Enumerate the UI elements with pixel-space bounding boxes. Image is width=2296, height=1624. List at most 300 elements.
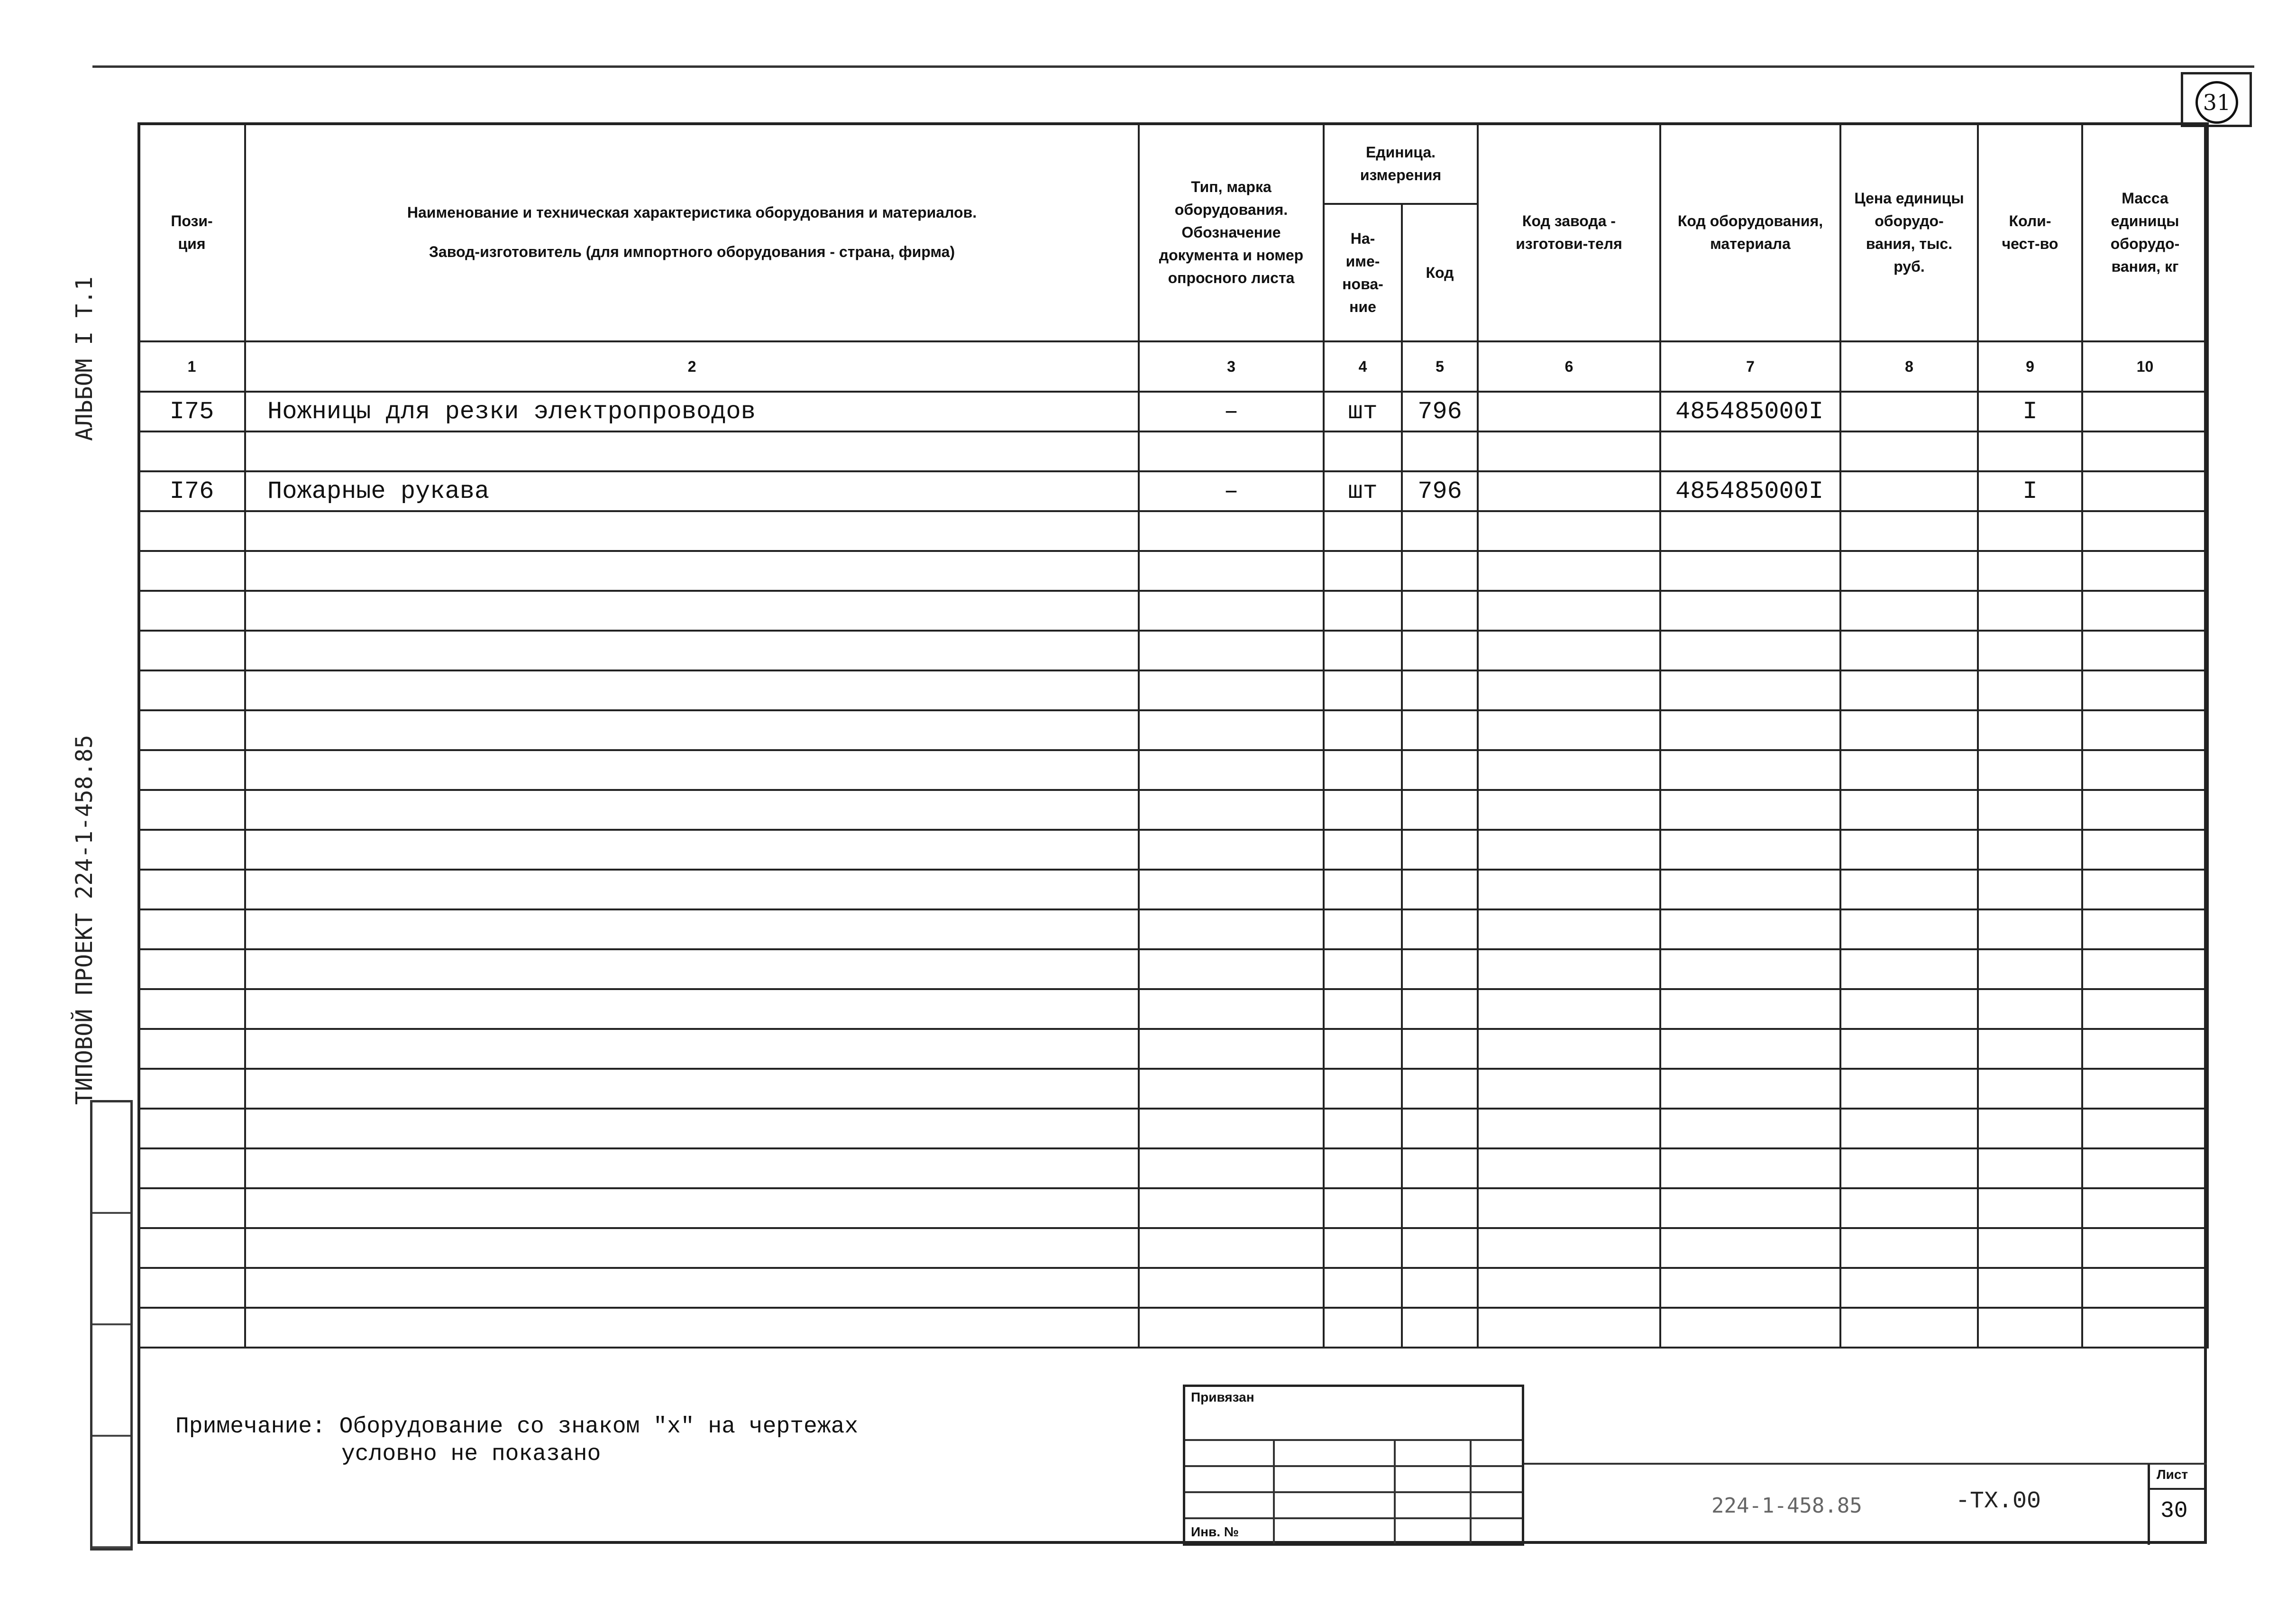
cell-unit [1324, 1109, 1402, 1148]
cell-qty [1978, 790, 2082, 830]
cell-name [245, 1188, 1139, 1228]
top-rule [92, 65, 2254, 68]
cell-price [1840, 551, 1978, 591]
cell-name [245, 1268, 1139, 1308]
cell-code: 796 [1402, 471, 1478, 511]
cell-type [1139, 551, 1324, 591]
cell-plant [1478, 870, 1660, 909]
column-number: 2 [245, 341, 1139, 392]
cell-plant [1478, 909, 1660, 949]
column-number: 3 [1139, 341, 1324, 392]
cell-plant [1478, 1308, 1660, 1348]
cell-mass [2082, 1188, 2208, 1228]
cell-name [245, 551, 1139, 591]
cell-type [1139, 1188, 1324, 1228]
cell-equip [1660, 989, 1840, 1029]
cell-unit [1324, 670, 1402, 710]
cell-equip: 485485000I [1660, 471, 1840, 511]
cell-mass [2082, 1228, 2208, 1268]
stamp-inventory-label: Инв. № [1191, 1524, 1239, 1539]
column-number: 6 [1478, 341, 1660, 392]
cell-unit [1324, 551, 1402, 591]
cell-plant [1478, 670, 1660, 710]
cell-code [1402, 1308, 1478, 1348]
cell-code [1402, 750, 1478, 790]
cell-name [245, 1109, 1139, 1148]
cell-mass [2082, 710, 2208, 750]
cell-equip [1660, 511, 1840, 551]
table-row [138, 591, 2208, 631]
header-quantity: Коли-чест-во [1978, 123, 2082, 341]
cell-mass [2082, 830, 2208, 870]
cell-mass [2082, 591, 2208, 631]
cell-type [1139, 670, 1324, 710]
cell-plant [1478, 1268, 1660, 1308]
cell-type [1139, 591, 1324, 631]
cell-name [245, 631, 1139, 670]
cell-code [1402, 909, 1478, 949]
cell-equip [1660, 631, 1840, 670]
sheet-label: Лист [2157, 1467, 2188, 1482]
cell-mass [2082, 750, 2208, 790]
table-row [138, 1308, 2208, 1348]
cell-equip [1660, 431, 1840, 471]
header-equipment-code: Код оборудования, материала [1660, 123, 1840, 341]
header-price: Цена единицы оборудо-вания, тыс. руб. [1840, 123, 1978, 341]
side-stamp-column [90, 1100, 133, 1551]
cell-mass [2082, 989, 2208, 1029]
cell-pos: I76 [138, 471, 245, 511]
cell-qty [1978, 909, 2082, 949]
cell-unit [1324, 1188, 1402, 1228]
cell-equip [1660, 1069, 1840, 1109]
header-position: Пози- ция [138, 123, 245, 341]
cell-code [1402, 1029, 1478, 1069]
cell-name [245, 1029, 1139, 1069]
cell-equip [1660, 670, 1840, 710]
cell-code [1402, 1109, 1478, 1148]
table-row [138, 949, 2208, 989]
cell-price [1840, 710, 1978, 750]
cell-type [1139, 631, 1324, 670]
header-type: Тип, марка оборудования. Обозначение документа и номер опросного листа [1139, 123, 1324, 341]
cell-name [245, 870, 1139, 909]
cell-name [245, 670, 1139, 710]
cell-pos [138, 1268, 245, 1308]
cell-type [1139, 909, 1324, 949]
cell-price [1840, 909, 1978, 949]
cell-plant [1478, 710, 1660, 750]
cell-type [1139, 1228, 1324, 1268]
table-row [138, 551, 2208, 591]
cell-pos [138, 431, 245, 471]
sheet-circle-number: 31 [2195, 81, 2238, 124]
cell-equip [1660, 830, 1840, 870]
cell-unit: шт [1324, 471, 1402, 511]
cell-plant [1478, 1029, 1660, 1069]
cell-name [245, 431, 1139, 471]
cell-price [1840, 1228, 1978, 1268]
table-row [138, 471, 2208, 511]
cell-equip [1660, 710, 1840, 750]
cell-unit [1324, 511, 1402, 551]
cell-mass [2082, 631, 2208, 670]
cell-mass [2082, 471, 2208, 511]
cell-pos [138, 1109, 245, 1148]
cell-qty [1978, 1069, 2082, 1109]
table-row [138, 989, 2208, 1029]
cell-code [1402, 710, 1478, 750]
cell-pos [138, 989, 245, 1029]
cell-unit [1324, 710, 1402, 750]
cell-name [245, 1069, 1139, 1109]
cell-mass [2082, 1308, 2208, 1348]
cell-type [1139, 1308, 1324, 1348]
document-code: -ТХ.00 [1956, 1488, 2041, 1515]
cell-mass [2082, 1029, 2208, 1069]
cell-plant [1478, 1188, 1660, 1228]
cell-code [1402, 1069, 1478, 1109]
stamp-divider [1273, 1439, 1275, 1543]
cell-price [1840, 392, 1978, 431]
cell-pos [138, 1308, 245, 1348]
title-block-rule [1524, 1463, 2207, 1465]
cell-name: Ножницы для резки электропроводов [245, 392, 1139, 431]
cell-pos [138, 1188, 245, 1228]
cell-plant [1478, 830, 1660, 870]
cell-name [245, 1228, 1139, 1268]
cell-price [1840, 1308, 1978, 1348]
cell-qty [1978, 989, 2082, 1029]
cell-unit [1324, 1268, 1402, 1308]
header-name: Наименование и техническая характеристика оборудования и материалов. Завод-изготовитель (для импортного оборудования - страна, фирма) [245, 123, 1139, 341]
cell-plant [1478, 949, 1660, 989]
cell-mass [2082, 790, 2208, 830]
column-numbers-row [138, 341, 2208, 392]
cell-equip [1660, 551, 1840, 591]
cell-qty: I [1978, 471, 2082, 511]
cell-price [1840, 511, 1978, 551]
stamp-cell [92, 1214, 130, 1325]
cell-price [1840, 1029, 1978, 1069]
cell-qty [1978, 1109, 2082, 1148]
cell-type [1139, 710, 1324, 750]
cell-equip [1660, 750, 1840, 790]
header-unit: Единица. измерения [1324, 123, 1478, 204]
cell-price [1840, 989, 1978, 1029]
note [175, 1413, 858, 1468]
cell-qty [1978, 1188, 2082, 1228]
cell-type [1139, 949, 1324, 989]
cell-mass [2082, 1069, 2208, 1109]
cell-pos [138, 830, 245, 870]
document-number: 224-1-458.85 [1711, 1494, 1862, 1518]
cell-unit [1324, 790, 1402, 830]
cell-plant [1478, 392, 1660, 431]
note-line-1: Примечание: Оборудование со знаком "х" на чертежах [175, 1414, 859, 1440]
cell-pos [138, 750, 245, 790]
cell-qty [1978, 750, 2082, 790]
cell-price [1840, 949, 1978, 989]
column-number: 9 [1978, 341, 2082, 392]
cell-unit [1324, 1029, 1402, 1069]
cell-name [245, 710, 1139, 750]
table-row [138, 870, 2208, 909]
cell-mass [2082, 551, 2208, 591]
table-row [138, 710, 2208, 750]
cell-plant [1478, 790, 1660, 830]
cell-unit [1324, 870, 1402, 909]
cell-qty [1978, 1148, 2082, 1188]
cell-price [1840, 471, 1978, 511]
cell-unit [1324, 1069, 1402, 1109]
column-number: 7 [1660, 341, 1840, 392]
cell-pos [138, 710, 245, 750]
header-unit-code: Код [1402, 204, 1478, 341]
cell-plant [1478, 989, 1660, 1029]
table-row [138, 1268, 2208, 1308]
stamp-bound-label: Привязан [1191, 1390, 1254, 1404]
cell-name [245, 989, 1139, 1029]
cell-pos [138, 909, 245, 949]
cell-name [245, 1148, 1139, 1188]
table-row [138, 1228, 2208, 1268]
table-row [138, 1109, 2208, 1148]
cell-equip [1660, 1148, 1840, 1188]
cell-equip [1660, 1308, 1840, 1348]
cell-code [1402, 551, 1478, 591]
cell-equip [1660, 870, 1840, 909]
cell-unit [1324, 1308, 1402, 1348]
cell-price [1840, 1268, 1978, 1308]
cell-price [1840, 750, 1978, 790]
cell-name [245, 511, 1139, 551]
cell-equip [1660, 949, 1840, 989]
stamp-cell [92, 1325, 130, 1437]
cell-price [1840, 591, 1978, 631]
cell-unit [1324, 1148, 1402, 1188]
table-row [138, 1029, 2208, 1069]
cell-qty [1978, 670, 2082, 710]
cell-type [1139, 431, 1324, 471]
cell-plant [1478, 631, 1660, 670]
table-row [138, 392, 2208, 431]
sheet-box-rule [2150, 1488, 2207, 1490]
cell-price [1840, 1109, 1978, 1148]
cell-equip [1660, 591, 1840, 631]
cell-plant [1478, 551, 1660, 591]
cell-unit [1324, 431, 1402, 471]
cell-type: – [1139, 392, 1324, 431]
cell-qty [1978, 710, 2082, 750]
table-row [138, 1148, 2208, 1188]
cell-equip [1660, 1109, 1840, 1148]
table-row [138, 431, 2208, 471]
cell-unit [1324, 949, 1402, 989]
stamp-divider [1394, 1439, 1396, 1543]
cell-name [245, 949, 1139, 989]
cell-price [1840, 870, 1978, 909]
cell-qty [1978, 591, 2082, 631]
cell-type [1139, 1029, 1324, 1069]
table-row [138, 1069, 2208, 1109]
cell-pos [138, 1148, 245, 1188]
note-line-2: условно не показано [341, 1441, 601, 1467]
cell-unit [1324, 591, 1402, 631]
cell-qty [1978, 830, 2082, 870]
cell-code [1402, 790, 1478, 830]
cell-code [1402, 511, 1478, 551]
table-row [138, 750, 2208, 790]
cell-type [1139, 1268, 1324, 1308]
cell-mass [2082, 670, 2208, 710]
cell-type: – [1139, 471, 1324, 511]
cell-mass [2082, 1148, 2208, 1188]
cell-code [1402, 989, 1478, 1029]
cell-price [1840, 670, 1978, 710]
column-number: 1 [138, 341, 245, 392]
cell-plant [1478, 750, 1660, 790]
cell-code [1402, 830, 1478, 870]
cell-code [1402, 631, 1478, 670]
cell-equip [1660, 1029, 1840, 1069]
cell-plant [1478, 431, 1660, 471]
cell-price [1840, 1148, 1978, 1188]
cell-unit [1324, 1228, 1402, 1268]
cell-type [1139, 511, 1324, 551]
cell-unit [1324, 750, 1402, 790]
cell-pos [138, 1228, 245, 1268]
cell-pos [138, 1029, 245, 1069]
table-row [138, 670, 2208, 710]
cell-pos [138, 870, 245, 909]
cell-pos [138, 670, 245, 710]
header-unit-name: На-име-нова-ние [1324, 204, 1402, 341]
cell-type [1139, 870, 1324, 909]
cell-mass [2082, 1268, 2208, 1308]
cell-qty [1978, 949, 2082, 989]
cell-name: Пожарные рукава [245, 471, 1139, 511]
cell-pos: I75 [138, 392, 245, 431]
cell-equip [1660, 790, 1840, 830]
cell-qty [1978, 1308, 2082, 1348]
cell-price [1840, 431, 1978, 471]
stamp-divider [1470, 1439, 1472, 1543]
table-row [138, 790, 2208, 830]
cell-code [1402, 670, 1478, 710]
cell-unit [1324, 830, 1402, 870]
column-number: 5 [1402, 341, 1478, 392]
cell-mass [2082, 909, 2208, 949]
side-project-label: ТИПОВОЙ ПРОЕКТ 224-1-458.85 [71, 734, 98, 1105]
cell-unit: шт [1324, 392, 1402, 431]
cell-mass [2082, 1109, 2208, 1148]
cell-price [1840, 1188, 1978, 1228]
cell-code [1402, 949, 1478, 989]
cell-pos [138, 511, 245, 551]
cell-plant [1478, 1148, 1660, 1188]
cell-pos [138, 1069, 245, 1109]
table-row [138, 631, 2208, 670]
column-number: 4 [1324, 341, 1402, 392]
header-mass: Масса единицы оборудо-вания, кг [2082, 123, 2208, 341]
cell-mass [2082, 870, 2208, 909]
cell-name [245, 750, 1139, 790]
cell-price [1840, 790, 1978, 830]
cell-qty [1978, 551, 2082, 591]
stamp-cell [92, 1437, 130, 1548]
cell-qty [1978, 631, 2082, 670]
cell-code [1402, 431, 1478, 471]
cell-unit [1324, 989, 1402, 1029]
cell-pos [138, 591, 245, 631]
cell-qty [1978, 431, 2082, 471]
cell-qty: I [1978, 392, 2082, 431]
cell-equip: 485485000I [1660, 392, 1840, 431]
cell-name [245, 909, 1139, 949]
cell-code [1402, 1148, 1478, 1188]
cell-name [245, 591, 1139, 631]
cell-price [1840, 830, 1978, 870]
sheet-number: 30 [2160, 1498, 2188, 1524]
cell-pos [138, 631, 245, 670]
specification-table [137, 122, 2209, 1349]
cell-code: 796 [1402, 392, 1478, 431]
sheet-badge [2181, 72, 2252, 127]
cell-code [1402, 1188, 1478, 1228]
cell-code [1402, 1268, 1478, 1308]
cell-qty [1978, 870, 2082, 909]
cell-unit [1324, 631, 1402, 670]
cell-code [1402, 1228, 1478, 1268]
cell-plant [1478, 511, 1660, 551]
cell-qty [1978, 1029, 2082, 1069]
cell-price [1840, 1069, 1978, 1109]
cell-qty [1978, 1268, 2082, 1308]
side-album-label: АЛЬБОМ I Т.1 [71, 276, 98, 441]
table-row [138, 511, 2208, 551]
cell-plant [1478, 1228, 1660, 1268]
cell-plant [1478, 471, 1660, 511]
cell-plant [1478, 591, 1660, 631]
cell-name [245, 830, 1139, 870]
cell-code [1402, 870, 1478, 909]
sheet-number-box [2148, 1464, 2207, 1545]
cell-name [245, 790, 1139, 830]
cell-mass [2082, 431, 2208, 471]
cell-mass [2082, 949, 2208, 989]
cell-type [1139, 1148, 1324, 1188]
cell-equip [1660, 909, 1840, 949]
cell-unit [1324, 909, 1402, 949]
stamp-cell [92, 1102, 130, 1214]
cell-type [1139, 1069, 1324, 1109]
binding-stamp [1183, 1385, 1524, 1546]
header-plant-code: Код завода - изготови-теля [1478, 123, 1660, 341]
cell-pos [138, 551, 245, 591]
cell-plant [1478, 1109, 1660, 1148]
cell-type [1139, 830, 1324, 870]
cell-pos [138, 790, 245, 830]
column-number: 8 [1840, 341, 1978, 392]
cell-type [1139, 790, 1324, 830]
column-number: 10 [2082, 341, 2208, 392]
table-row [138, 830, 2208, 870]
table-row [138, 909, 2208, 949]
cell-equip [1660, 1228, 1840, 1268]
cell-code [1402, 591, 1478, 631]
cell-equip [1660, 1268, 1840, 1308]
